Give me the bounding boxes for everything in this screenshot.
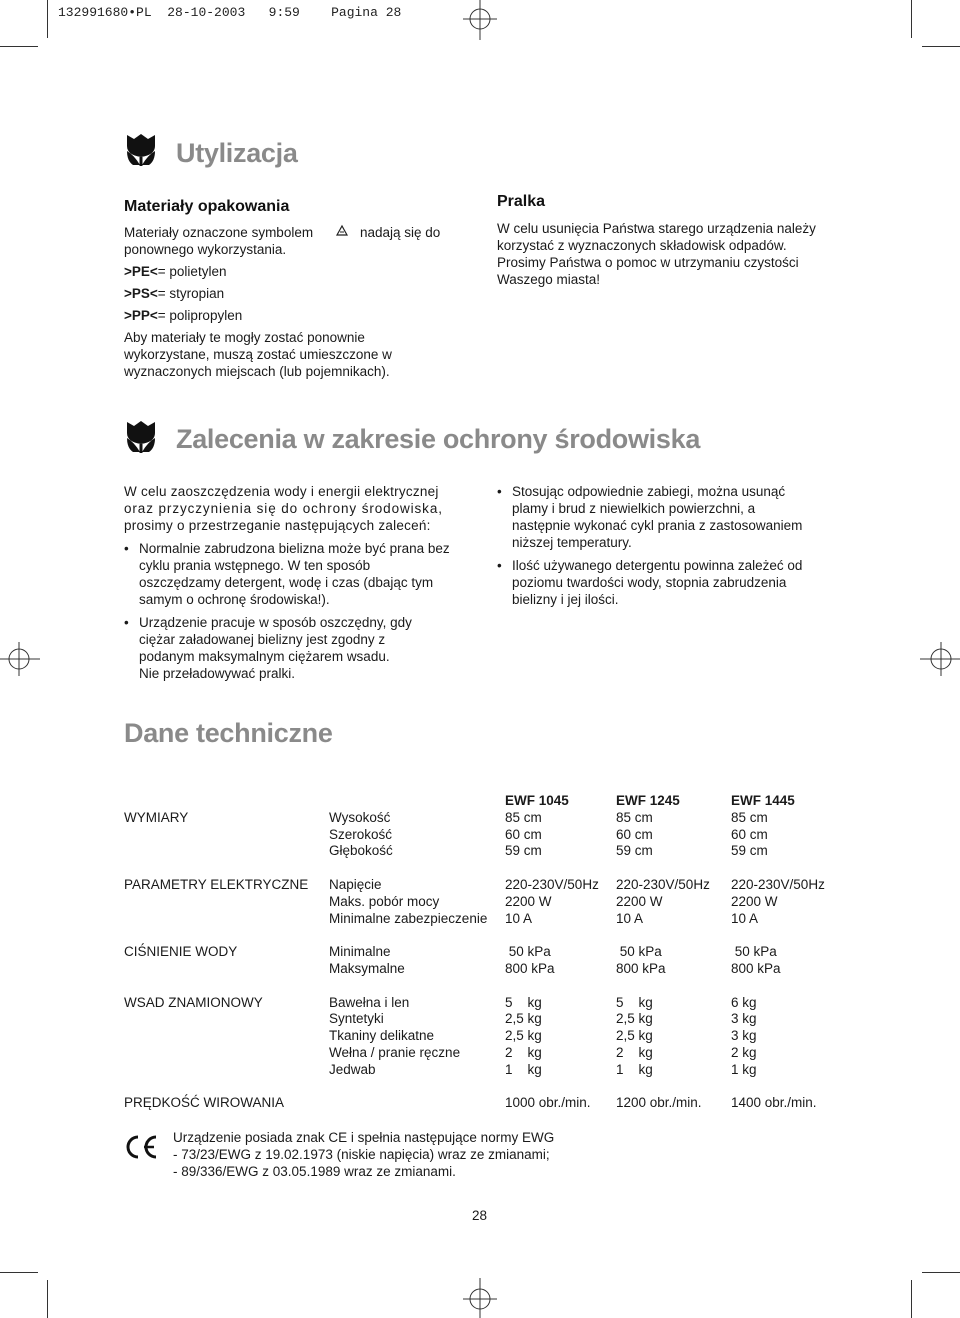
spec-value: 85 cm xyxy=(505,809,542,825)
ps-code: >PS< xyxy=(124,286,158,301)
text-line: podanym maksymalnym ciężarem wsadu. xyxy=(139,649,390,664)
flower-icon xyxy=(124,420,158,456)
spec-table xyxy=(124,793,841,1112)
model-header: EWF 1045 xyxy=(505,793,569,808)
ps-name: = styropian xyxy=(157,286,225,301)
zalecenia-left-column xyxy=(124,483,474,682)
text-line: plamy i brud z niewielkich powierzchni, a xyxy=(512,501,756,516)
spec-value: 59 cm xyxy=(731,843,768,859)
spec-value: 2 kg xyxy=(505,1044,542,1060)
spec-category xyxy=(124,894,329,911)
bullet-item xyxy=(497,557,847,608)
spec-value: 220-230V/50Hz xyxy=(616,876,710,892)
spec-value: 85 cm xyxy=(731,809,768,825)
text-line: wyznaczonych miejscach (lub pojemnikach). xyxy=(124,364,390,379)
packaging-text xyxy=(124,224,454,380)
section-title-utylizacja: Utylizacja xyxy=(176,138,298,168)
spec-value: 60 cm xyxy=(505,826,542,842)
spec-value: 10 A xyxy=(731,910,759,926)
spec-value: 1000 obr./min. xyxy=(505,1095,591,1111)
spec-value: 3 kg xyxy=(731,1028,757,1044)
spec-value: 220-230V/50Hz xyxy=(731,876,825,892)
spec-header-row xyxy=(124,793,841,810)
spec-row xyxy=(124,1028,841,1045)
spec-label: Syntetyki xyxy=(329,1011,384,1027)
spec-row xyxy=(124,827,841,844)
bullet-item xyxy=(124,540,474,608)
recycle-icon xyxy=(334,223,350,239)
spec-value: 10 A xyxy=(616,910,644,926)
spec-category xyxy=(124,827,329,844)
text-line: Prosimy Państwa o pomoc w utrzymaniu czystości xyxy=(497,255,799,270)
packaging-heading: Materiały opakowania xyxy=(124,198,290,215)
crop-mark xyxy=(911,1280,912,1318)
spec-value: 2 kg xyxy=(616,1044,653,1060)
spec-label: Napięcie xyxy=(329,876,382,892)
model-header: EWF 1445 xyxy=(731,793,795,808)
spec-value: 6 kg xyxy=(731,994,757,1010)
spec-category xyxy=(124,1011,329,1028)
spec-value: 2,5 kg xyxy=(505,1028,542,1044)
spec-value: 85 cm xyxy=(616,809,653,825)
registration-mark-right xyxy=(920,640,960,678)
spec-row xyxy=(124,961,841,978)
section-title-dane: Dane techniczne xyxy=(124,718,333,748)
spec-value: 59 cm xyxy=(616,843,653,859)
spec-value: 1 kg xyxy=(731,1061,757,1077)
spec-category xyxy=(124,1045,329,1062)
text-line: Aby materiały te mogły zostać ponownie xyxy=(124,330,365,345)
zalecenia-intro xyxy=(124,483,474,534)
spec-category xyxy=(124,1062,329,1079)
spec-value: 60 cm xyxy=(731,826,768,842)
spec-row xyxy=(124,894,841,911)
registration-mark-left xyxy=(0,640,40,678)
spec-row xyxy=(124,1062,841,1079)
spec-label xyxy=(329,1079,505,1113)
spec-label: Jedwab xyxy=(329,1061,376,1077)
spec-row xyxy=(124,810,841,827)
spec-row xyxy=(124,978,841,1012)
bullet-item xyxy=(124,614,474,682)
spec-value: 5 kg xyxy=(616,994,653,1010)
spec-row xyxy=(124,1011,841,1028)
spec-category xyxy=(124,843,329,860)
text-line: oraz przyczynienia się do ochrony środowiska, xyxy=(124,501,443,516)
text-line: • Urządzenie pracuje w sposób oszczędny, gdy xyxy=(139,615,412,630)
spec-value: 2,5 kg xyxy=(616,1028,653,1044)
spec-category: WYMIARY xyxy=(124,809,189,825)
spec-value: 800 kPa xyxy=(505,960,555,976)
spec-value: 5 kg xyxy=(505,994,542,1010)
pralka-text xyxy=(497,220,816,288)
text-line: ciężar załadowanej bielizny jest zgodny z xyxy=(139,632,386,647)
text-line: Urządzenie posiada znak CE i spełnia następujące normy EWG xyxy=(173,1130,555,1145)
spec-value: 59 cm xyxy=(505,843,542,859)
spec-row xyxy=(124,911,841,928)
text-line: oszczędzamy detergent, wodę i czas (dbając tym xyxy=(139,575,434,590)
spec-value: 10 A xyxy=(505,910,533,926)
text-line: samym o ochronę środowiska!). xyxy=(139,592,330,607)
spec-value: 1 kg xyxy=(505,1061,542,1077)
crop-mark xyxy=(911,0,912,38)
spec-label: Minimalne xyxy=(329,944,391,960)
spec-value: 1200 obr./min. xyxy=(616,1095,702,1111)
spec-value: 50 kPa xyxy=(505,944,551,960)
crop-mark xyxy=(922,46,960,47)
print-time: 9:59 xyxy=(268,5,300,20)
spec-value: 800 kPa xyxy=(616,960,666,976)
spec-value: 1 kg xyxy=(616,1061,653,1077)
text-line: • Ilość używanego detergentu powinna zależeć od xyxy=(512,558,803,573)
spec-category: CIŚNIENIE WODY xyxy=(124,944,238,960)
packaging-intro-cont: nadają się do xyxy=(360,225,441,240)
spec-value: 50 kPa xyxy=(731,944,777,960)
spec-label: Tkaniny delikatne xyxy=(329,1028,435,1044)
packaging-intro: Materiały oznaczone symbolem xyxy=(124,225,314,240)
text-line: W celu usunięcia Państwa starego urządzenia należy xyxy=(497,221,816,236)
print-slug xyxy=(58,5,401,20)
text-line: • Stosując odpowiednie zabiegi, można usunąć xyxy=(512,484,786,499)
spec-category: PRĘDKOŚĆ WIROWANIA xyxy=(124,1095,285,1111)
spec-value: 3 kg xyxy=(731,1011,757,1027)
crop-mark xyxy=(47,1280,48,1318)
pe-name: = polietylen xyxy=(157,264,227,279)
crop-mark xyxy=(47,0,48,38)
bullet-item xyxy=(497,483,847,551)
crop-mark xyxy=(922,1272,960,1273)
spec-label: Maks. pobór mocy xyxy=(329,893,440,909)
registration-mark-bottom xyxy=(461,1278,499,1318)
pralka-heading: Pralka xyxy=(497,193,546,210)
text-line: korzystać z wyznaczonych składowisk odpadów. xyxy=(497,238,787,253)
model-header: EWF 1245 xyxy=(616,793,680,808)
packaging-intro-end: ponownego wykorzystania. xyxy=(124,242,287,257)
spec-row xyxy=(124,1045,841,1062)
spec-value: 50 kPa xyxy=(616,944,662,960)
spec-label: Głębokość xyxy=(329,843,393,859)
ce-text xyxy=(173,1129,554,1180)
spec-row xyxy=(124,860,841,894)
text-line: • Normalnie zabrudzona bielizna może być prana bez xyxy=(139,541,450,556)
registration-mark-top xyxy=(461,0,499,40)
spec-label: Bawełna i len xyxy=(329,994,410,1010)
job-number: 132991680•PL xyxy=(58,5,152,20)
spec-value: 60 cm xyxy=(616,826,653,842)
text-line: Nie przeładowywać pralki. xyxy=(139,666,296,681)
text-line: Waszego miasta! xyxy=(497,272,601,287)
text-line: cyklu prania wstępnego. W ten sposób xyxy=(139,558,371,573)
text-line: W celu zaoszczędzenia wody i energii elektrycznej xyxy=(124,484,439,499)
spec-value: 2200 W xyxy=(616,893,663,909)
pp-name: = polipropylen xyxy=(157,308,243,323)
text-line: bielizny i jej ilości. xyxy=(512,592,619,607)
spec-category: WSAD ZNAMIONOWY xyxy=(124,994,263,1010)
spec-label: Maksymalne xyxy=(329,960,405,976)
pe-code: >PE< xyxy=(124,264,158,279)
text-line: wykorzystane, muszą zostać umieszczone w xyxy=(124,347,392,362)
crop-mark xyxy=(0,46,38,47)
spec-value: 220-230V/50Hz xyxy=(505,876,599,892)
spec-category xyxy=(124,911,329,928)
zalecenia-right-column xyxy=(497,483,847,608)
spec-label: Minimalne zabezpieczenie xyxy=(329,910,488,926)
spec-label: Wysokość xyxy=(329,809,391,825)
text-line: poziomu twardości wody, stopnia zabrudzenia xyxy=(512,575,787,590)
section-title-zalecenia: Zalecenia w zakresie ochrony środowiska xyxy=(176,424,701,454)
spec-row xyxy=(124,1079,841,1113)
spec-row xyxy=(124,927,841,961)
spec-value: 2,5 kg xyxy=(616,1011,653,1027)
text-line: prosimy o przestrzeganie następujących zaleceń: xyxy=(124,518,431,533)
page-number: 28 xyxy=(472,1208,488,1223)
print-page-label: Pagina 28 xyxy=(331,5,402,20)
spec-label: Wełna / pranie ręczne xyxy=(329,1044,461,1060)
print-date: 28-10-2003 xyxy=(167,5,246,20)
packaging-paragraph xyxy=(124,329,454,380)
crop-mark xyxy=(0,1272,38,1273)
spec-label: Szerokość xyxy=(329,826,393,842)
spec-row xyxy=(124,843,841,860)
text-line: niższej temperatury. xyxy=(512,535,632,550)
text-line: - 73/23/EWG z 19.02.1973 (niskie napięcia) wraz ze zmianami; xyxy=(173,1147,550,1162)
spec-category: PARAMETRY ELEKTRYCZNE xyxy=(124,876,309,892)
ce-mark-icon xyxy=(124,1134,160,1160)
text-line: następnie wykonać cykl prania z zastosowaniem xyxy=(512,518,803,533)
text-line: - 89/336/EWG z 03.05.1989 wraz ze zmianami. xyxy=(173,1164,456,1179)
pp-code: >PP< xyxy=(124,308,158,323)
flower-icon xyxy=(124,133,158,169)
spec-category xyxy=(124,1028,329,1045)
spec-value: 2,5 kg xyxy=(505,1011,542,1027)
spec-category xyxy=(124,961,329,978)
spec-value: 2 kg xyxy=(731,1044,757,1060)
spec-value: 2200 W xyxy=(731,893,778,909)
spec-value: 1400 obr./min. xyxy=(731,1095,817,1111)
spec-value: 2200 W xyxy=(505,893,552,909)
spec-value: 800 kPa xyxy=(731,960,781,976)
